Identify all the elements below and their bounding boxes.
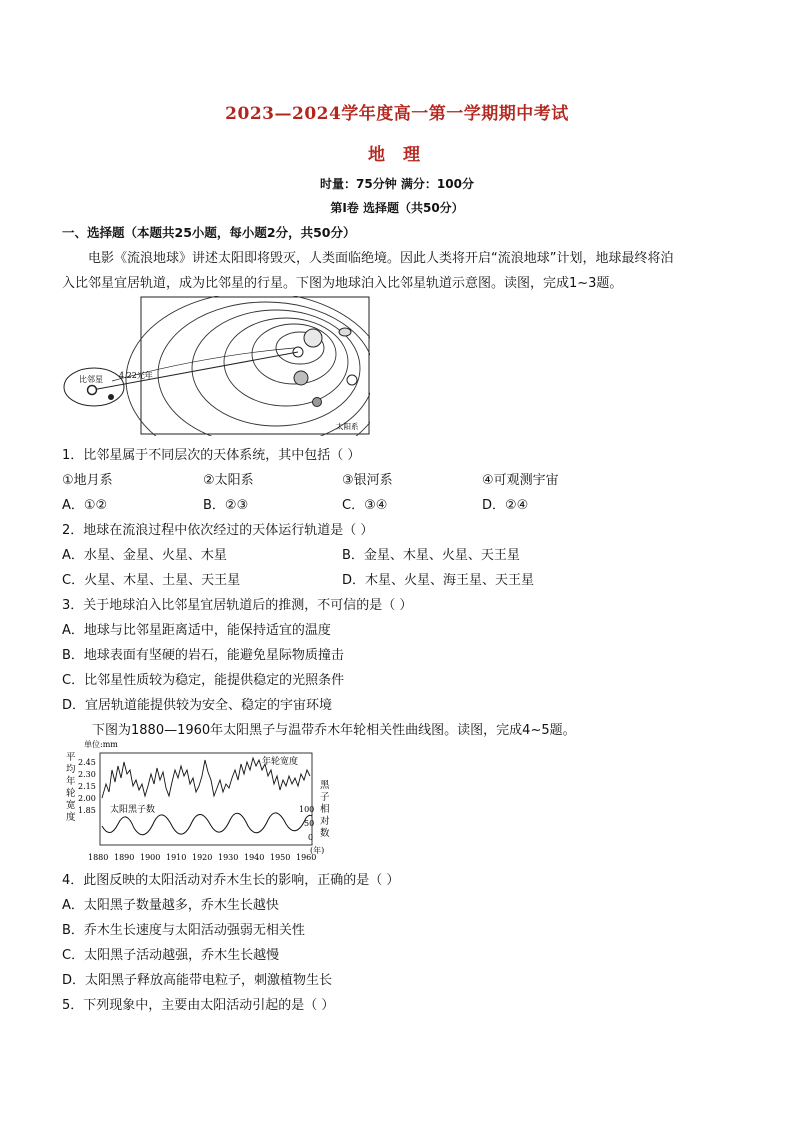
x-ticks xyxy=(88,853,316,862)
q4-option-a: A．太阳黑子数量越多，乔木生长越快 xyxy=(62,898,279,913)
right-tick: 0 xyxy=(308,833,314,842)
question-2-stem: 2．地球在流浪过程中依次经过的天体运行轨道是（ ） xyxy=(62,523,374,538)
subject-title: 地 理 xyxy=(368,145,426,165)
distance-label: 4.22光年 xyxy=(119,371,153,380)
section-heading: 一、选择题（本题共25小题，每小题2分，共50分） xyxy=(62,225,356,240)
exam-meta: 时量：75分钟 满分：100分 xyxy=(320,177,474,191)
svg-text:轮: 轮 xyxy=(66,788,76,799)
x-unit-label: (年) xyxy=(310,846,325,855)
svg-text:平: 平 xyxy=(66,752,76,763)
uranus-icon xyxy=(313,398,322,407)
exam-title: 2023—2024学年度高一第一学期期中考试 xyxy=(225,104,569,124)
solar-system-label: 太阳系 xyxy=(336,422,359,431)
question-3-stem: 3．关于地球泊入比邻星宜居轨道后的推测，不可信的是（ ） xyxy=(62,598,413,613)
q3-option-b: B．地球表面有坚硬的岩石，能避免星际物质撞击 xyxy=(62,648,344,663)
passage-1-line-2: 入比邻星宜居轨道，成为比邻星的行星。下图为地球泊入比邻星轨道示意图。读图，完成1~3题。 xyxy=(62,276,623,291)
left-tick: 2.30 xyxy=(78,770,96,779)
q3-option-d: D．宜居轨道能提供较为安全、稳定的宇宙环境 xyxy=(62,698,333,713)
q1-item-4: ④可观测宇宙 xyxy=(482,473,559,488)
question-5-stem: 5．下列现象中，主要由太阳活动引起的是（ ） xyxy=(62,998,335,1013)
x-tick: 1910 xyxy=(166,853,187,862)
svg-text:黑: 黑 xyxy=(320,780,330,791)
q4-option-b: B．乔木生长速度与太阳活动强弱无相关性 xyxy=(62,923,305,938)
svg-text:子: 子 xyxy=(320,792,330,803)
x-tick: 1880 xyxy=(88,853,109,862)
ring-width-label: 年轮宽度 xyxy=(262,757,299,767)
q4-option-d: D．太阳黑子释放高能带电粒子，刺激植物生长 xyxy=(62,973,333,988)
right-axis-title xyxy=(320,780,330,839)
planet-orbits xyxy=(126,296,370,436)
figure-earth-orbit-diagram xyxy=(62,296,370,436)
x-tick: 1950 xyxy=(270,853,291,862)
svg-text:均: 均 xyxy=(66,764,76,775)
passage-1-line-1: 电影《流浪地球》讲述太阳即将毁灭，人类面临绝境。因此人类将开启“流浪地球”计划，地球最终将泊 xyxy=(88,251,674,266)
unit-label: 单位:mm xyxy=(84,740,118,749)
svg-text:度: 度 xyxy=(66,812,76,823)
question-4-stem: 4．此图反映的太阳活动对乔木生长的影响，正确的是（ ） xyxy=(62,873,400,888)
question-1-stem: 1．比邻星属于不同层次的天体系统，其中包括（ ） xyxy=(62,448,361,463)
sun-icon xyxy=(304,329,322,347)
passage-2: 下图为1880—1960年太阳黑子与温带乔木年轮相关性曲线图。读图，完成4~5题。 xyxy=(92,723,576,738)
q2-option-c: C．火星、木星、土星、天王星 xyxy=(62,573,241,588)
q4-option-c: C．太阳黑子活动越强，乔木生长越慢 xyxy=(62,948,280,963)
passage-1 xyxy=(62,246,734,296)
x-tick: 1960 xyxy=(296,853,317,862)
left-ticks xyxy=(78,758,96,815)
x-tick: 1920 xyxy=(192,853,213,862)
q3-option-a: A．地球与比邻星距离适中，能保持适宜的温度 xyxy=(62,623,331,638)
sunspot-curve xyxy=(102,813,315,835)
q2-option-b: B．金星、木星、火星、天王星 xyxy=(342,548,520,563)
right-tick: 100 xyxy=(299,805,315,814)
x-tick: 1930 xyxy=(218,853,239,862)
right-ticks xyxy=(299,805,314,842)
x-tick: 1940 xyxy=(244,853,265,862)
saturn-icon xyxy=(339,328,351,336)
q2-option-d: D．木星、火星、海王星、天王星 xyxy=(342,573,535,588)
q1-option-a: A．①② xyxy=(62,498,108,513)
jupiter-icon xyxy=(294,371,308,385)
svg-text:对: 对 xyxy=(320,816,330,827)
proxima-star-icon xyxy=(88,386,97,395)
right-tick: 50 xyxy=(304,819,315,828)
left-tick: 1.85 xyxy=(78,806,96,815)
left-tick: 2.15 xyxy=(78,782,96,791)
q3-option-c: C．比邻星性质较为稳定，能提供稳定的光照条件 xyxy=(62,673,345,688)
q1-item-1: ①地月系 xyxy=(62,473,113,488)
sunspot-label: 太阳黑子数 xyxy=(110,805,156,815)
earth-icon xyxy=(108,394,114,400)
left-tick: 2.00 xyxy=(78,794,96,803)
left-tick: 2.45 xyxy=(78,758,96,767)
svg-text:年: 年 xyxy=(66,776,76,787)
svg-text:数: 数 xyxy=(320,828,330,839)
left-axis-title xyxy=(66,752,76,823)
svg-text:相: 相 xyxy=(320,804,330,815)
q1-option-d: D．②④ xyxy=(482,498,529,513)
part-heading: 第Ⅰ卷 选择题（共50分） xyxy=(330,201,464,215)
q2-option-a: A．水星、金星、火星、木星 xyxy=(62,548,227,563)
x-tick: 1900 xyxy=(140,853,161,862)
proxima-label: 比邻星 xyxy=(79,375,103,384)
x-tick: 1890 xyxy=(114,853,135,862)
q1-item-3: ③银河系 xyxy=(342,473,393,488)
q1-option-c: C．③④ xyxy=(342,498,388,513)
neptune-icon xyxy=(347,375,357,385)
q1-item-2: ②太阳系 xyxy=(203,473,254,488)
figure-ring-sunspot-chart xyxy=(62,740,332,862)
svg-text:宽: 宽 xyxy=(66,800,76,811)
q1-option-b: B．②③ xyxy=(203,498,249,513)
